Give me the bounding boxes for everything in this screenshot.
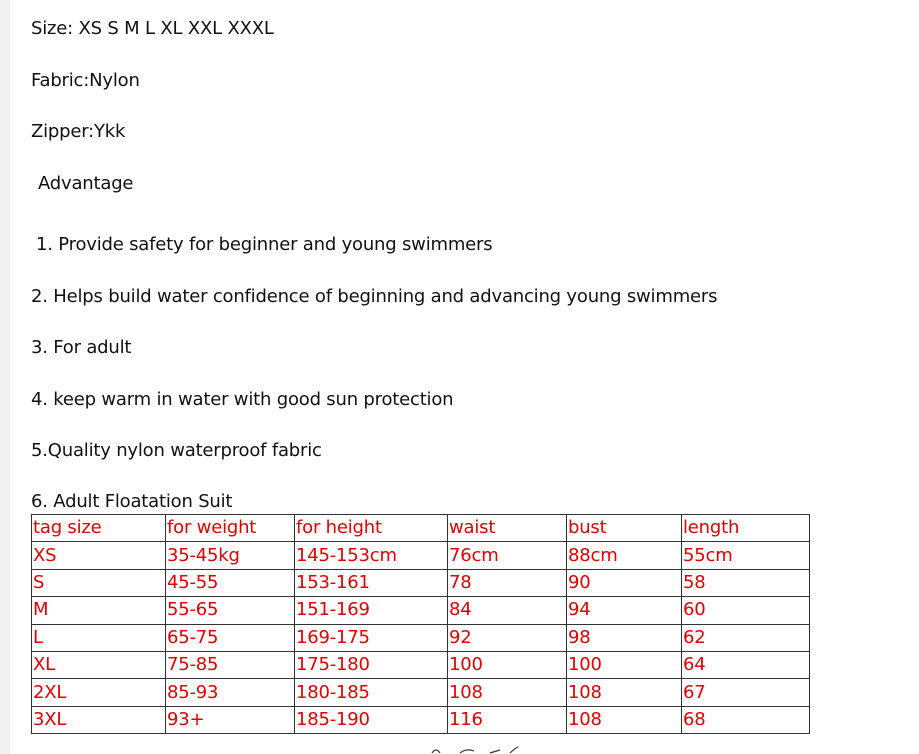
cell-length: 62 xyxy=(682,624,810,651)
table-row xyxy=(32,597,810,624)
cell-waist: 100 xyxy=(448,651,567,678)
cell-length: 60 xyxy=(682,597,810,624)
cell-length: 58 xyxy=(682,569,810,596)
advantage-heading: Advantage xyxy=(38,173,134,194)
advantage-point-1: 1. Provide safety for beginner and young swimmers xyxy=(36,234,493,255)
cell-tag-size: L xyxy=(32,624,166,651)
size-chart-table xyxy=(31,514,810,734)
cell-for-weight: 45-55 xyxy=(166,569,295,596)
advantage-point-6: 6. Adult Floatation Suit xyxy=(31,491,233,512)
cell-for-height: 175-180 xyxy=(295,651,448,678)
advantage-point-4: 4. keep warm in water with good sun protection xyxy=(31,389,454,410)
header-tag-size: tag size xyxy=(32,515,166,542)
cell-waist: 76cm xyxy=(448,542,567,569)
cell-bust: 88cm xyxy=(567,542,682,569)
size-line: Size: XS S M L XL XXL XXXL xyxy=(31,18,274,39)
zipper-line: Zipper:Ykk xyxy=(31,121,126,142)
cell-waist: 84 xyxy=(448,597,567,624)
table-header-row xyxy=(32,515,810,542)
cell-tag-size: S xyxy=(32,569,166,596)
cell-length: 64 xyxy=(682,651,810,678)
cell-tag-size: XL xyxy=(32,651,166,678)
cell-length: 67 xyxy=(682,679,810,706)
cell-for-height: 151-169 xyxy=(295,597,448,624)
cell-tag-size: 2XL xyxy=(32,679,166,706)
cell-bust: 108 xyxy=(567,706,682,733)
cell-bust: 100 xyxy=(567,651,682,678)
cell-for-weight: 93+ xyxy=(166,706,295,733)
cell-tag-size: M xyxy=(32,597,166,624)
cell-bust: 94 xyxy=(567,597,682,624)
advantage-point-3: 3. For adult xyxy=(31,337,132,358)
cell-waist: 116 xyxy=(448,706,567,733)
cell-waist: 108 xyxy=(448,679,567,706)
cell-waist: 78 xyxy=(448,569,567,596)
cell-waist: 92 xyxy=(448,624,567,651)
cell-for-weight: 55-65 xyxy=(166,597,295,624)
table-row xyxy=(32,651,810,678)
cell-for-height: 180-185 xyxy=(295,679,448,706)
cell-for-weight: 75-85 xyxy=(166,651,295,678)
table-row xyxy=(32,679,810,706)
cell-for-height: 185-190 xyxy=(295,706,448,733)
cell-length: 55cm xyxy=(682,542,810,569)
cell-tag-size: 3XL xyxy=(32,706,166,733)
cell-tag-size: XS xyxy=(32,542,166,569)
cell-bust: 90 xyxy=(567,569,682,596)
cell-bust: 108 xyxy=(567,679,682,706)
header-for-weight: for weight xyxy=(166,515,295,542)
cell-length: 68 xyxy=(682,706,810,733)
cell-bust: 98 xyxy=(567,624,682,651)
advantage-point-2: 2. Helps build water confidence of beginning and advancing young swimmers xyxy=(31,286,718,307)
table-row xyxy=(32,706,810,733)
table-row xyxy=(32,624,810,651)
cell-for-weight: 85-93 xyxy=(166,679,295,706)
fabric-line: Fabric:Nylon xyxy=(31,70,140,91)
left-margin-strip xyxy=(0,0,10,754)
cell-for-height: 169-175 xyxy=(295,624,448,651)
header-length: length xyxy=(682,515,810,542)
table-row xyxy=(32,542,810,569)
cell-for-height: 145-153cm xyxy=(295,542,448,569)
advantage-point-5: 5.Quality nylon waterproof fabric xyxy=(31,440,322,461)
header-for-height: for height xyxy=(295,515,448,542)
table-row xyxy=(32,569,810,596)
cell-for-weight: 35-45kg xyxy=(166,542,295,569)
cell-for-height: 153-161 xyxy=(295,569,448,596)
cut-off-text-fragment xyxy=(430,745,520,754)
header-bust: bust xyxy=(567,515,682,542)
cell-for-weight: 65-75 xyxy=(166,624,295,651)
header-waist: waist xyxy=(448,515,567,542)
